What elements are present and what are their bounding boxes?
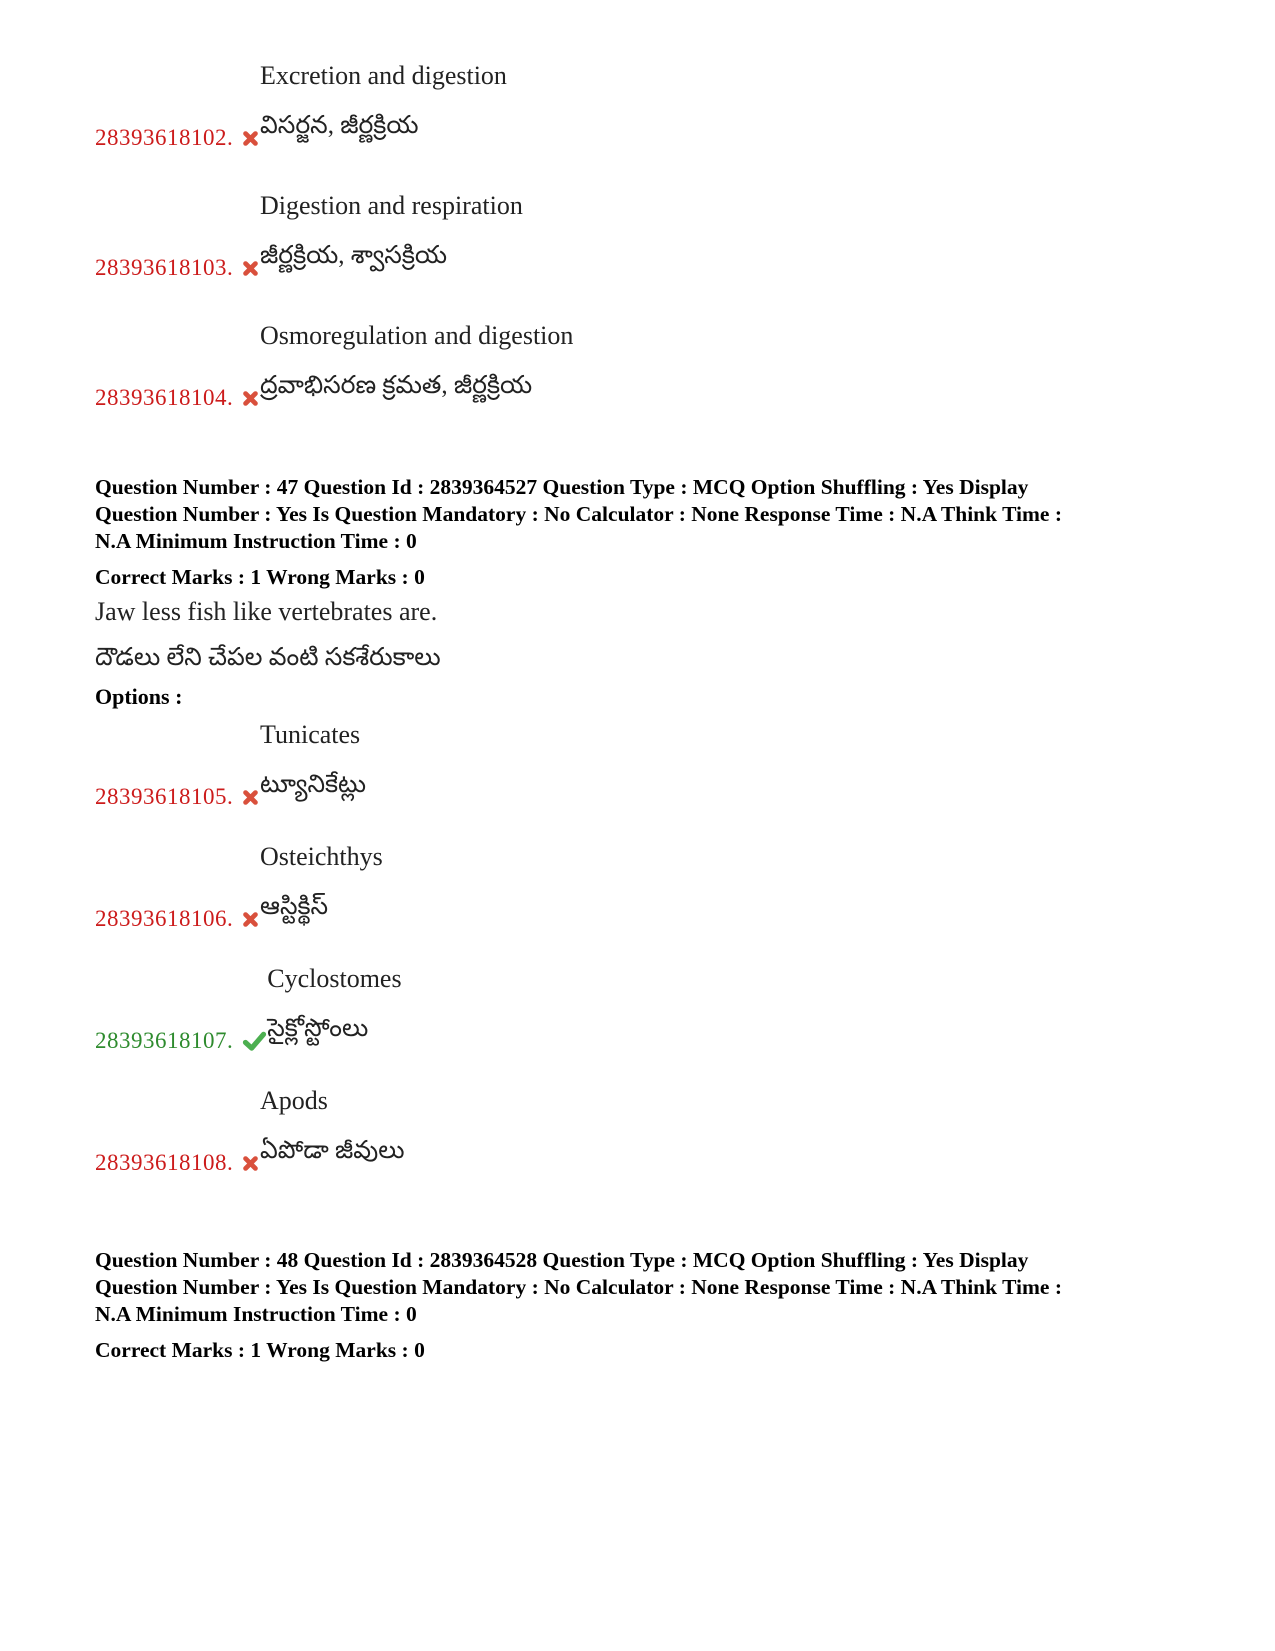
answer-option (95, 190, 1235, 280)
check-mark-icon (242, 1031, 267, 1051)
cross-mark-icon (242, 260, 259, 277)
option-text-telugu: విసర్జన, జీర్ణక్రియ (260, 112, 419, 139)
option-text-english: Cyclostomes (267, 964, 402, 993)
question-47-options (95, 719, 1235, 1175)
option-id: 28393618102. (95, 125, 234, 150)
option-text-telugu: జీర్ణక్రియ, శ్వాసక్రియ (260, 242, 448, 269)
option-labels (260, 320, 573, 404)
option-id-group (95, 255, 260, 281)
question-47-metadata (95, 474, 1235, 555)
metadata-line: Question Number : 47 Question Id : 2839364527 Question Type : MCQ Option Shuffling : Yes Display (95, 475, 1029, 499)
metadata-line: Question Number : 48 Question Id : 2839364528 Question Type : MCQ Option Shuffling : Yes Display (95, 1248, 1029, 1272)
option-id-group (95, 125, 260, 151)
option-id-group (95, 385, 260, 411)
metadata-line: Question Number : Yes Is Question Mandatory : No Calculator : None Response Time : N.A Think Time : (95, 1275, 1062, 1299)
option-labels (260, 841, 383, 925)
options-label: Options : (95, 684, 183, 709)
option-id-group (95, 906, 260, 932)
answer-option (95, 60, 1235, 150)
option-text-english: Excretion and digestion (260, 61, 507, 90)
option-id: 28393618106. (95, 906, 234, 931)
option-text-english: Tunicates (260, 720, 361, 749)
option-labels (260, 60, 507, 144)
metadata-line: N.A Minimum Instruction Time : 0 (95, 529, 417, 553)
option-text-english: Osteichthys (260, 842, 383, 871)
option-text-english: Digestion and respiration (260, 191, 523, 220)
cross-mark-icon (242, 390, 259, 407)
answer-option (95, 1085, 1235, 1175)
question-47-block (95, 474, 1235, 1175)
option-labels (267, 963, 401, 1047)
metadata-line: Question Number : Yes Is Question Mandatory : No Calculator : None Response Time : N.A Think Time : (95, 502, 1062, 526)
option-text-english: Osmoregulation and digestion (260, 321, 574, 350)
question-text-telugu: దౌడలు లేని చేపల వంటి సకశేరుకాలు (95, 644, 441, 671)
option-text-telugu: ఏపోడా జీవులు (260, 1137, 405, 1164)
option-text-telugu: ద్రవాభిసరణ క్రమత, జీర్ణక్రియ (260, 372, 533, 399)
option-text-english: Apods (260, 1086, 328, 1115)
option-id-group (95, 1150, 260, 1176)
option-labels (260, 719, 366, 803)
option-id-group (95, 1028, 267, 1054)
option-text-telugu: సైక్లోస్టోంలు (267, 1015, 369, 1042)
answer-option-correct (95, 963, 1235, 1053)
option-id-group (95, 784, 260, 810)
answer-option (95, 841, 1235, 931)
cross-mark-icon (242, 911, 259, 928)
option-labels (260, 190, 523, 274)
question-text-english: Jaw less fish like vertebrates are. (95, 597, 438, 626)
option-id: 28393618108. (95, 1150, 234, 1175)
answer-option (95, 719, 1235, 809)
marks-line: Correct Marks : 1 Wrong Marks : 0 (95, 565, 425, 589)
metadata-line: N.A Minimum Instruction Time : 0 (95, 1302, 417, 1326)
previous-question-options (95, 60, 1235, 410)
cross-mark-icon (242, 130, 259, 147)
option-text-telugu: ఆస్టిక్థిస్ (260, 893, 329, 920)
cross-mark-icon (242, 1155, 259, 1172)
answer-option (95, 320, 1235, 410)
option-id: 28393618104. (95, 385, 234, 410)
option-text-telugu: ట్యూనికేట్లు (260, 771, 367, 798)
option-id: 28393618103. (95, 255, 234, 280)
option-id: 28393618105. (95, 784, 234, 809)
marks-line: Correct Marks : 1 Wrong Marks : 0 (95, 1338, 425, 1362)
question-48-metadata (95, 1247, 1235, 1328)
cross-mark-icon (242, 789, 259, 806)
option-labels (260, 1085, 405, 1169)
option-id: 28393618107. (95, 1028, 234, 1053)
question-48-block (95, 1247, 1235, 1364)
